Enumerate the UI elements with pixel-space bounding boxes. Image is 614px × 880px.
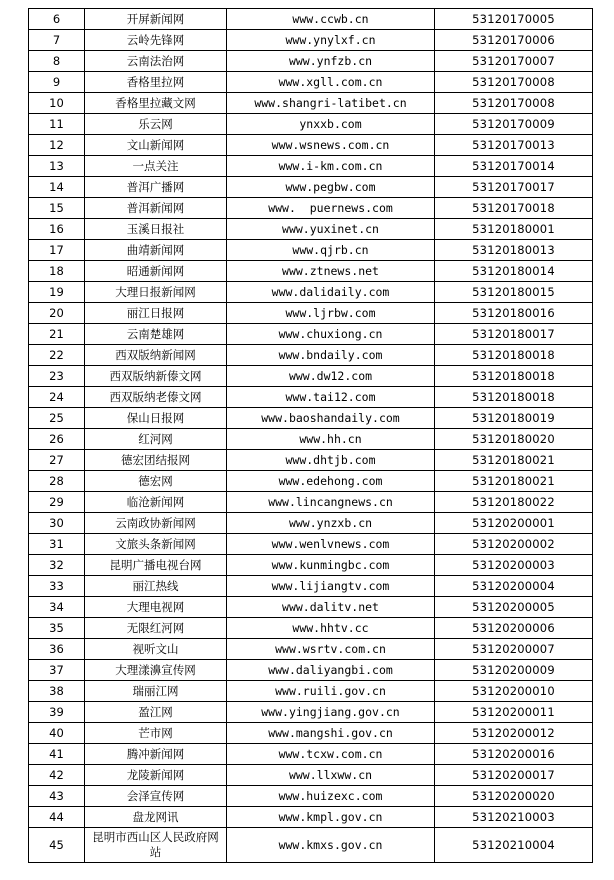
site-name: 西双版纳新傣文网 [85, 366, 227, 387]
license-code: 53120180020 [435, 429, 593, 450]
license-code: 53120200003 [435, 555, 593, 576]
license-code: 53120200002 [435, 534, 593, 555]
row-number: 34 [29, 597, 85, 618]
site-name: 腾冲新闻网 [85, 744, 227, 765]
site-name: 昭通新闻网 [85, 261, 227, 282]
site-name: 一点关注 [85, 156, 227, 177]
row-number: 36 [29, 639, 85, 660]
site-url: www.kmpl.gov.cn [227, 807, 435, 828]
table-row [29, 51, 593, 72]
site-name: 会泽宣传网 [85, 786, 227, 807]
site-name: 昆明市西山区人民政府网站 [85, 828, 227, 863]
license-code: 53120200006 [435, 618, 593, 639]
license-code: 53120180001 [435, 219, 593, 240]
site-url: www.kunmingbc.com [227, 555, 435, 576]
license-code: 53120200005 [435, 597, 593, 618]
license-code: 53120180014 [435, 261, 593, 282]
license-code: 53120200010 [435, 681, 593, 702]
table-row [29, 177, 593, 198]
site-name: 昆明广播电视台网 [85, 555, 227, 576]
table-row [29, 828, 593, 863]
license-code: 53120200009 [435, 660, 593, 681]
row-number: 30 [29, 513, 85, 534]
license-code: 53120180016 [435, 303, 593, 324]
site-url: www.tai12.com [227, 387, 435, 408]
row-number: 14 [29, 177, 85, 198]
table-row [29, 807, 593, 828]
license-code: 53120180018 [435, 387, 593, 408]
table-row [29, 261, 593, 282]
site-name: 云南法治网 [85, 51, 227, 72]
site-name: 文旅头条新闻网 [85, 534, 227, 555]
site-url: www.llxww.cn [227, 765, 435, 786]
site-url: www.lijiangtv.com [227, 576, 435, 597]
row-number: 25 [29, 408, 85, 429]
license-code: 53120170006 [435, 30, 593, 51]
site-name: 普洱新闻网 [85, 198, 227, 219]
row-number: 31 [29, 534, 85, 555]
row-number: 37 [29, 660, 85, 681]
license-code: 53120200017 [435, 765, 593, 786]
row-number: 11 [29, 114, 85, 135]
row-number: 39 [29, 702, 85, 723]
site-name: 大理电视网 [85, 597, 227, 618]
row-number: 16 [29, 219, 85, 240]
website-registry-table [28, 8, 593, 863]
site-url: www.hhtv.cc [227, 618, 435, 639]
table-row [29, 639, 593, 660]
site-name: 云岭先锋网 [85, 30, 227, 51]
site-url: www.huizexc.com [227, 786, 435, 807]
table-row [29, 198, 593, 219]
row-number: 24 [29, 387, 85, 408]
license-code: 53120200020 [435, 786, 593, 807]
table-row [29, 366, 593, 387]
site-url: www.ynzxb.cn [227, 513, 435, 534]
site-url: www.shangri-latibet.cn [227, 93, 435, 114]
site-name: 临沧新闻网 [85, 492, 227, 513]
table-row [29, 555, 593, 576]
row-number: 26 [29, 429, 85, 450]
site-url: www.wsrtv.com.cn [227, 639, 435, 660]
row-number: 27 [29, 450, 85, 471]
site-url: www.yingjiang.gov.cn [227, 702, 435, 723]
license-code: 53120180017 [435, 324, 593, 345]
site-url: www.ynfzb.cn [227, 51, 435, 72]
site-url: www.kmxs.gov.cn [227, 828, 435, 863]
table-row [29, 597, 593, 618]
table-row [29, 723, 593, 744]
license-code: 53120170014 [435, 156, 593, 177]
row-number: 21 [29, 324, 85, 345]
license-code: 53120170013 [435, 135, 593, 156]
site-url: www.lincangnews.cn [227, 492, 435, 513]
row-number: 32 [29, 555, 85, 576]
site-url: www.qjrb.cn [227, 240, 435, 261]
table-row [29, 702, 593, 723]
table-row [29, 9, 593, 30]
table-row [29, 492, 593, 513]
table-row [29, 72, 593, 93]
site-name: 开屏新闻网 [85, 9, 227, 30]
license-code: 53120180022 [435, 492, 593, 513]
site-name: 丽江热线 [85, 576, 227, 597]
license-code: 53120180013 [435, 240, 593, 261]
row-number: 29 [29, 492, 85, 513]
table-row [29, 618, 593, 639]
table-row [29, 576, 593, 597]
table-row [29, 744, 593, 765]
site-url: www.daliyangbi.com [227, 660, 435, 681]
site-url: www.mangshi.gov.cn [227, 723, 435, 744]
row-number: 10 [29, 93, 85, 114]
table-row [29, 30, 593, 51]
table-row [29, 660, 593, 681]
site-name: 盘龙网讯 [85, 807, 227, 828]
site-url: www.baoshandaily.com [227, 408, 435, 429]
table-body [29, 9, 593, 863]
row-number: 33 [29, 576, 85, 597]
row-number: 23 [29, 366, 85, 387]
site-name: 香格里拉藏文网 [85, 93, 227, 114]
site-url: www.ztnews.net [227, 261, 435, 282]
site-url: www.dalidaily.com [227, 282, 435, 303]
row-number: 40 [29, 723, 85, 744]
site-name: 无限红河网 [85, 618, 227, 639]
table-row [29, 93, 593, 114]
license-code: 53120180021 [435, 450, 593, 471]
row-number: 35 [29, 618, 85, 639]
site-url: www.ruili.gov.cn [227, 681, 435, 702]
table-row [29, 303, 593, 324]
site-name: 普洱广播网 [85, 177, 227, 198]
license-code: 53120170005 [435, 9, 593, 30]
site-url: www.i-km.com.cn [227, 156, 435, 177]
license-code: 53120180018 [435, 345, 593, 366]
license-code: 53120180018 [435, 366, 593, 387]
table-row [29, 114, 593, 135]
table-row [29, 324, 593, 345]
site-url: www.wsnews.com.cn [227, 135, 435, 156]
license-code: 53120170008 [435, 93, 593, 114]
row-number: 41 [29, 744, 85, 765]
row-number: 22 [29, 345, 85, 366]
site-name: 文山新闻网 [85, 135, 227, 156]
row-number: 45 [29, 828, 85, 863]
site-url: www.ljrbw.com [227, 303, 435, 324]
row-number: 42 [29, 765, 85, 786]
license-code: 53120180019 [435, 408, 593, 429]
site-name: 龙陵新闻网 [85, 765, 227, 786]
row-number: 43 [29, 786, 85, 807]
row-number: 7 [29, 30, 85, 51]
license-code: 53120200004 [435, 576, 593, 597]
site-name: 云南政协新闻网 [85, 513, 227, 534]
table-row [29, 765, 593, 786]
site-name: 西双版纳新闻网 [85, 345, 227, 366]
table-row [29, 471, 593, 492]
site-name: 西双版纳老傣文网 [85, 387, 227, 408]
site-name: 红河网 [85, 429, 227, 450]
site-url: www.wenlvnews.com [227, 534, 435, 555]
site-url: www.chuxiong.cn [227, 324, 435, 345]
table-row [29, 429, 593, 450]
license-code: 53120170018 [435, 198, 593, 219]
table-row [29, 534, 593, 555]
site-url: www.dw12.com [227, 366, 435, 387]
site-url: www. puernews.com [227, 198, 435, 219]
row-number: 15 [29, 198, 85, 219]
table-row [29, 450, 593, 471]
license-code: 53120200012 [435, 723, 593, 744]
site-name: 大理日报新闻网 [85, 282, 227, 303]
table-row [29, 681, 593, 702]
site-url: www.hh.cn [227, 429, 435, 450]
table-row [29, 513, 593, 534]
site-name: 曲靖新闻网 [85, 240, 227, 261]
table-row [29, 786, 593, 807]
license-code: 53120170007 [435, 51, 593, 72]
license-code: 53120200001 [435, 513, 593, 534]
license-code: 53120170009 [435, 114, 593, 135]
row-number: 12 [29, 135, 85, 156]
license-code: 53120210004 [435, 828, 593, 863]
site-name: 盈江网 [85, 702, 227, 723]
site-name: 视听文山 [85, 639, 227, 660]
site-name: 德宏网 [85, 471, 227, 492]
site-name: 香格里拉网 [85, 72, 227, 93]
license-code: 53120170017 [435, 177, 593, 198]
table-row [29, 240, 593, 261]
site-name: 大理漾濞宣传网 [85, 660, 227, 681]
license-code: 53120180015 [435, 282, 593, 303]
license-code: 53120170008 [435, 72, 593, 93]
site-url: www.edehong.com [227, 471, 435, 492]
site-url: www.xgll.com.cn [227, 72, 435, 93]
site-name: 丽江日报网 [85, 303, 227, 324]
row-number: 8 [29, 51, 85, 72]
site-url: www.ccwb.cn [227, 9, 435, 30]
table-row [29, 135, 593, 156]
row-number: 20 [29, 303, 85, 324]
site-url: www.tcxw.com.cn [227, 744, 435, 765]
row-number: 13 [29, 156, 85, 177]
site-url: www.dalitv.net [227, 597, 435, 618]
site-name: 玉溪日报社 [85, 219, 227, 240]
table-row [29, 219, 593, 240]
table-row [29, 156, 593, 177]
row-number: 38 [29, 681, 85, 702]
site-name: 德宏团结报网 [85, 450, 227, 471]
site-name: 乐云网 [85, 114, 227, 135]
site-url: www.ynylxf.cn [227, 30, 435, 51]
license-code: 53120210003 [435, 807, 593, 828]
table-row [29, 345, 593, 366]
site-name: 瑞丽江网 [85, 681, 227, 702]
site-name: 保山日报网 [85, 408, 227, 429]
row-number: 44 [29, 807, 85, 828]
site-url: www.dhtjb.com [227, 450, 435, 471]
row-number: 17 [29, 240, 85, 261]
license-code: 53120200011 [435, 702, 593, 723]
license-code: 53120200007 [435, 639, 593, 660]
license-code: 53120200016 [435, 744, 593, 765]
site-url: www.yuxinet.cn [227, 219, 435, 240]
table-row [29, 408, 593, 429]
row-number: 18 [29, 261, 85, 282]
table-row [29, 282, 593, 303]
row-number: 28 [29, 471, 85, 492]
site-url: ynxxb.com [227, 114, 435, 135]
row-number: 19 [29, 282, 85, 303]
site-url: www.pegbw.com [227, 177, 435, 198]
site-name: 芒市网 [85, 723, 227, 744]
license-code: 53120180021 [435, 471, 593, 492]
site-name: 云南楚雄网 [85, 324, 227, 345]
row-number: 6 [29, 9, 85, 30]
site-url: www.bndaily.com [227, 345, 435, 366]
table-row [29, 387, 593, 408]
row-number: 9 [29, 72, 85, 93]
